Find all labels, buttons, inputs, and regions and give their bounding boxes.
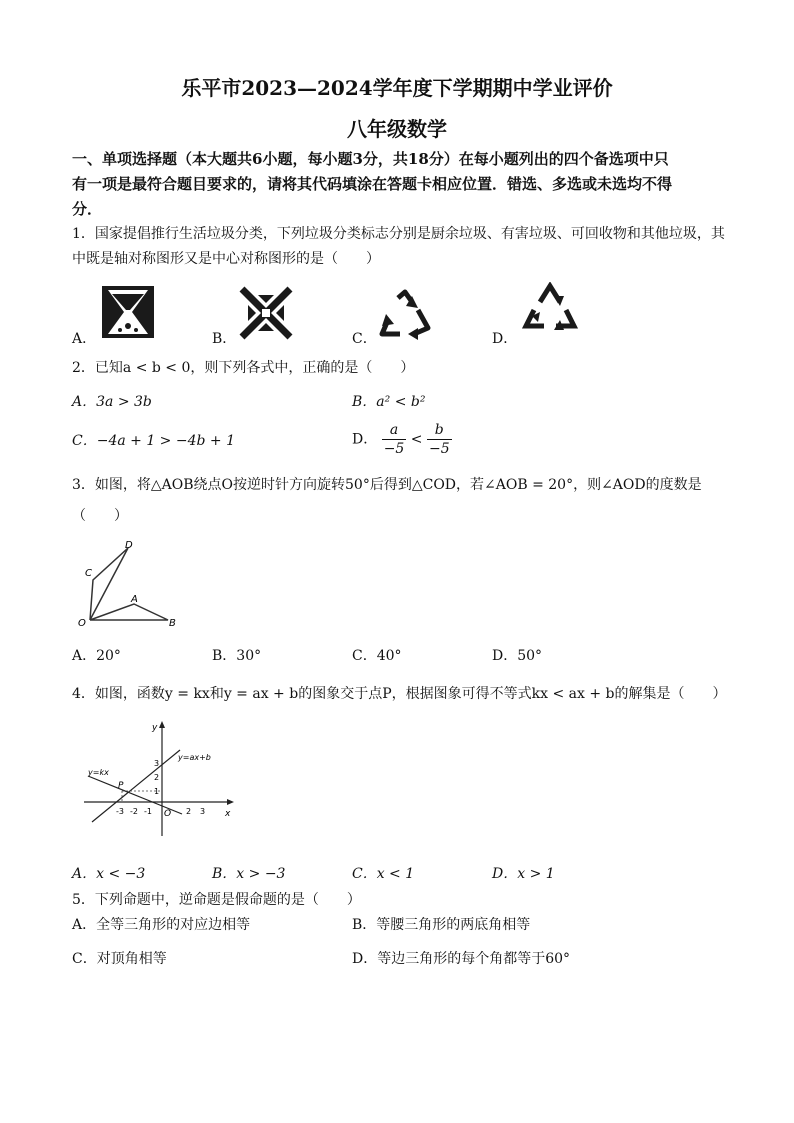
- q5-option-c: C．对顶角相等: [72, 951, 167, 967]
- q3-rotation-figure: [78, 536, 178, 628]
- hazardous-waste-icon: [238, 285, 294, 341]
- q1-stem-line2: 中既是轴对称图形又是中心对称图形的是（ ）: [72, 251, 380, 267]
- page-subtitle: 八年级数学: [347, 117, 447, 141]
- q3-label-a: A: [131, 594, 138, 605]
- recyclable-icon: [374, 288, 436, 342]
- q4-point-p-label: P: [118, 781, 124, 791]
- q2-option-d-num1: a: [382, 421, 407, 440]
- q2-option-b: B．a² < b²: [352, 394, 426, 410]
- q4-function-graph: [82, 718, 242, 840]
- q1-option-d-label: D．: [492, 331, 518, 347]
- q4-tick-y-1: 1: [154, 787, 160, 796]
- section-heading-line2: 有一项是最符合题目要求的，请将其代码填涂在答题卡相应位置．错选、多选或未选均不得: [72, 175, 673, 193]
- q2-option-c: C．−4a + 1 > −4b + 1: [72, 433, 236, 449]
- q3-label-c: C: [85, 568, 92, 579]
- q4-line2-label: y=kx: [88, 768, 109, 777]
- page-title: 乐平市2023—2024学年度下学期期中学业评价: [181, 76, 613, 100]
- q4-tick-y-3: 3: [154, 759, 160, 768]
- q3-option-a: A．20°: [72, 648, 121, 664]
- q3-stem-line2: （ ）: [72, 508, 128, 524]
- q1-option-a-label: A．: [72, 331, 97, 347]
- q3-option-d: D．50°: [492, 648, 543, 664]
- q3-label-o: O: [78, 618, 86, 628]
- q2-option-a: A．3a > 3b: [72, 394, 152, 410]
- q4-tick-x-neg3: -3: [116, 807, 124, 816]
- section-heading-line1: 一、单项选择题（本大题共6小题，每小题3分，共18分）在每小题列出的四个备选项中只: [72, 150, 669, 168]
- q2-option-d-fraction-b: [427, 421, 452, 458]
- q2-stem: 2．已知a < b < 0，则下列各式中，正确的是（ ）: [72, 360, 415, 376]
- q4-tick-y-2: 2: [154, 773, 160, 782]
- q4-tick-x-neg2: -2: [130, 807, 138, 816]
- q4-stem: 4．如图，函数y = kx和y = ax + b的图象交于点P，根据图象可得不等式kx < ax + b的解集是（ ）: [72, 686, 727, 702]
- q2-option-d: [352, 421, 452, 458]
- q2-option-d-num2: b: [427, 421, 452, 440]
- q5-stem: 5．下列命题中，逆命题是假命题的是（ ）: [72, 892, 361, 908]
- q3-option-b: B．30°: [212, 648, 262, 664]
- q4-y-axis-label: y: [152, 723, 158, 733]
- q4-option-a: A．x < −3: [72, 866, 146, 882]
- other-waste-icon: [520, 282, 580, 336]
- q5-option-a: A．全等三角形的对应边相等: [72, 917, 251, 933]
- q4-x-axis-label: x: [225, 809, 231, 819]
- q4-tick-x-3: 3: [200, 807, 206, 816]
- q4-option-d: D．x > 1: [492, 866, 555, 882]
- q5-option-d: D．等边三角形的每个角都等于60°: [352, 951, 571, 967]
- q4-origin-label: O: [164, 809, 172, 819]
- q4-option-b: B．x > −3: [212, 866, 286, 882]
- q2-option-d-fraction-a: [382, 421, 407, 458]
- kitchen-waste-icon: [98, 282, 158, 342]
- section-heading-line3: 分．: [72, 200, 103, 218]
- q3-option-c: C．40°: [352, 648, 402, 664]
- q4-tick-x-neg1: -1: [144, 807, 152, 816]
- q2-option-d-den1: −5: [383, 441, 405, 457]
- q3-label-b: B: [169, 618, 176, 628]
- q2-option-d-prefix: D．: [352, 431, 378, 448]
- q1-option-c-label: C．: [352, 331, 377, 347]
- q4-option-c: C．x < 1: [352, 866, 415, 882]
- q3-stem-line1: 3．如图，将△AOB绕点O按逆时针方向旋转50°后得到△COD，若∠AOB = 20°，则∠AOD的度数是: [72, 477, 702, 493]
- q1-stem-line1: 1．国家提倡推行生活垃圾分类，下列垃圾分类标志分别是厨余垃圾、有害垃圾、可回收物和其他垃圾，其: [72, 226, 725, 242]
- q4-tick-x-2: 2: [186, 807, 192, 816]
- q2-option-d-den2: −5: [428, 441, 450, 457]
- q2-option-d-relation: <: [410, 431, 423, 448]
- q4-line1-label: y=ax+b: [178, 753, 211, 762]
- q5-option-b: B．等腰三角形的两底角相等: [352, 917, 531, 933]
- q3-label-d: D: [125, 540, 133, 551]
- q1-option-b-label: B．: [212, 331, 237, 347]
